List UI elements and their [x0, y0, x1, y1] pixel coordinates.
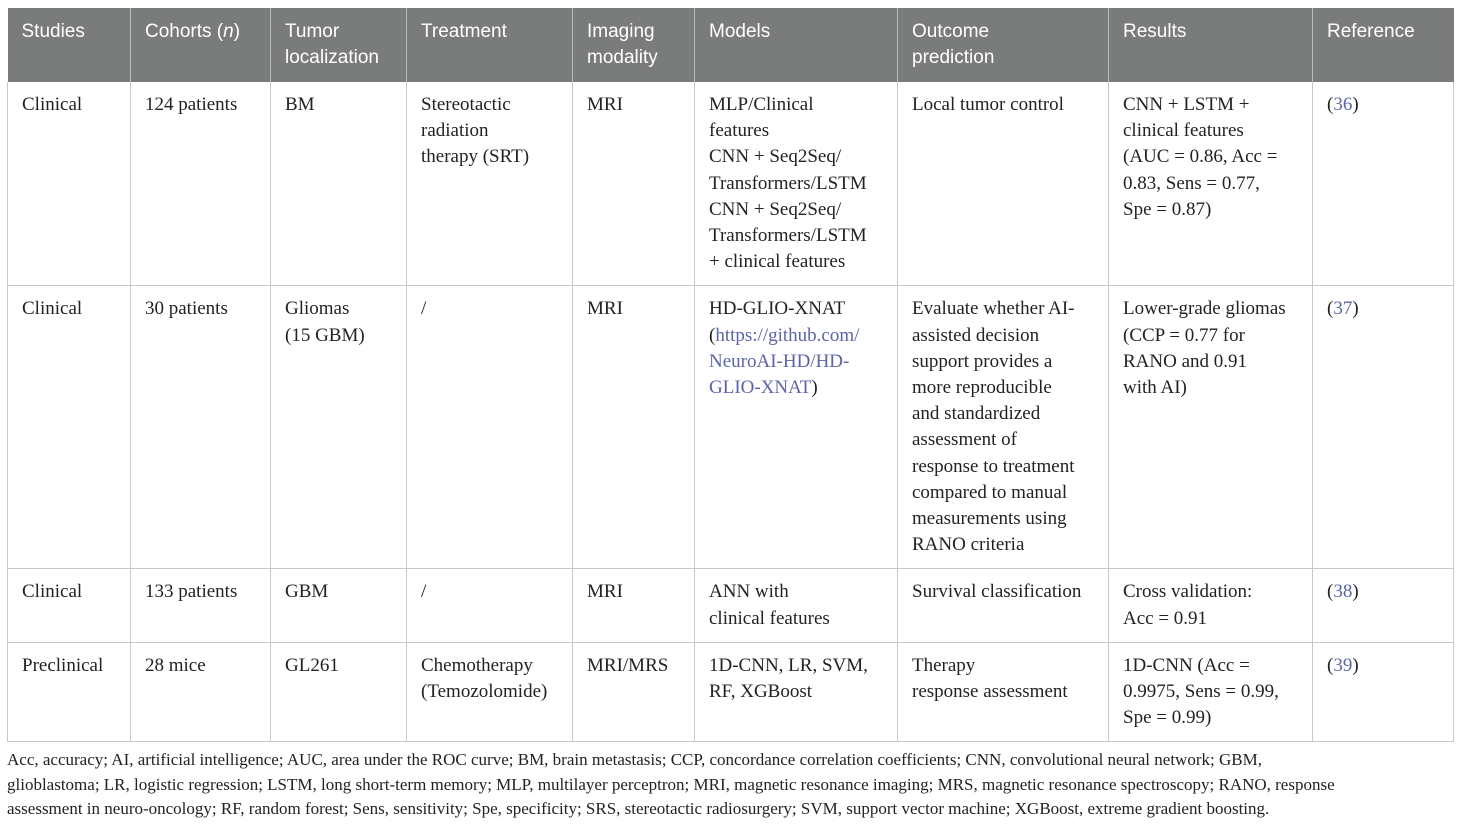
cell-studies: Clinical	[8, 82, 131, 286]
cell-models: MLP/Clinical features CNN + Seq2Seq/ Transformers/LSTM CNN + Seq2Seq/ Transformers/LSTM + clinical features	[695, 82, 898, 286]
table-row	[8, 642, 1454, 742]
cell-results: Cross validation: Acc = 0.91	[1109, 569, 1313, 642]
header-imaging-modality: Imaging modality	[573, 8, 695, 82]
cell-imaging: MRI/MRS	[573, 642, 695, 742]
cell-results: 1D-CNN (Acc = 0.9975, Sens = 0.99, Spe = 0.99)	[1109, 642, 1313, 742]
cell-treatment: Stereotactic radiation therapy (SRT)	[407, 82, 573, 286]
cell-models: ANN with clinical features	[695, 569, 898, 642]
cell-results: Lower-grade gliomas (CCP = 0.77 for RANO and 0.91 with AI)	[1109, 286, 1313, 569]
abbreviations-footnote	[7, 748, 1453, 822]
cell-treatment: Chemotherapy (Temozolomide)	[407, 642, 573, 742]
header-reference: Reference	[1313, 8, 1454, 82]
github-link-end[interactable]: GLIO-XNAT	[709, 377, 812, 399]
header-treatment: Treatment	[407, 8, 573, 82]
footnote-line: assessment in neuro-oncology; RF, random forest; Sens, sensitivity; Spe, specificity; SRS, stereotactic radiosurgery; SVM, support vector machine; XGBoost, extreme gradient boosting.	[7, 799, 1270, 818]
cell-cohorts: 124 patients	[131, 82, 271, 286]
cell-cohorts: 28 mice	[131, 642, 271, 742]
cell-studies: Clinical	[8, 569, 131, 642]
github-link[interactable]: https://github.com/	[715, 324, 860, 346]
cell-reference: (37)	[1313, 286, 1454, 569]
cell-reference: (39)	[1313, 642, 1454, 742]
cell-treatment: /	[407, 286, 573, 569]
studies-table-container	[7, 8, 1453, 742]
reference-link[interactable]: 38	[1333, 581, 1353, 603]
header-row	[8, 8, 1454, 82]
cell-results: CNN + LSTM + clinical features (AUC = 0.86, Acc = 0.83, Sens = 0.77, Spe = 0.87)	[1109, 82, 1313, 286]
table-body	[8, 82, 1454, 742]
cell-outcome: Therapy response assessment	[898, 642, 1109, 742]
cell-imaging: MRI	[573, 286, 695, 569]
reference-link[interactable]: 37	[1333, 298, 1353, 320]
table-header	[8, 8, 1454, 82]
table-row	[8, 569, 1454, 642]
cell-models: 1D-CNN, LR, SVM, RF, XGBoost	[695, 642, 898, 742]
github-link-continued[interactable]: NeuroAI-HD/HD-	[709, 350, 850, 372]
reference-link[interactable]: 39	[1333, 654, 1353, 676]
header-tumor-localization: Tumor localization	[271, 8, 407, 82]
reference-link[interactable]: 36	[1333, 94, 1353, 115]
cell-cohorts: 133 patients	[131, 569, 271, 642]
header-results: Results	[1109, 8, 1313, 82]
footnote-line: Acc, accuracy; AI, artificial intelligence; AUC, area under the ROC curve; BM, brain metastasis; CCP, concordance correlation coefficients; CNN, convolutional neural network; GBM,	[7, 750, 1262, 769]
cell-studies: Preclinical	[8, 642, 131, 742]
cell-outcome: Evaluate whether AI- assisted decision support provides a more reproducible and standardized assessment of response to treatment compared to manual measurements using RANO criteria	[898, 286, 1109, 569]
cell-outcome: Local tumor control	[898, 82, 1109, 286]
header-studies: Studies	[8, 8, 131, 82]
table-row	[8, 286, 1454, 569]
table-row	[8, 82, 1454, 286]
cell-reference: (36)	[1313, 82, 1454, 286]
cell-outcome: Survival classification	[898, 569, 1109, 642]
cell-tumor: BM	[271, 82, 407, 286]
header-models: Models	[695, 8, 898, 82]
cell-models: HD-GLIO-XNAT (https://github.com/ NeuroAI-HD/HD- GLIO-XNAT)	[695, 286, 898, 569]
cell-tumor: GL261	[271, 642, 407, 742]
cell-studies: Clinical	[8, 286, 131, 569]
footnote-line: glioblastoma; LR, logistic regression; LSTM, long short-term memory; MLP, multilayer perceptron; MRI, magnetic resonance imaging; MRS, magnetic resonance spectroscopy; RANO, response	[7, 774, 1335, 794]
cell-imaging: MRI	[573, 82, 695, 286]
cell-treatment: /	[407, 569, 573, 642]
cell-reference: (38)	[1313, 569, 1454, 642]
header-outcome-prediction: Outcome prediction	[898, 8, 1109, 82]
cell-tumor: GBM	[271, 569, 407, 642]
header-cohorts: Cohorts (n)	[131, 8, 271, 82]
cell-imaging: MRI	[573, 569, 695, 642]
cell-tumor: Gliomas (15 GBM)	[271, 286, 407, 569]
studies-table	[7, 8, 1454, 742]
cell-cohorts: 30 patients	[131, 286, 271, 569]
